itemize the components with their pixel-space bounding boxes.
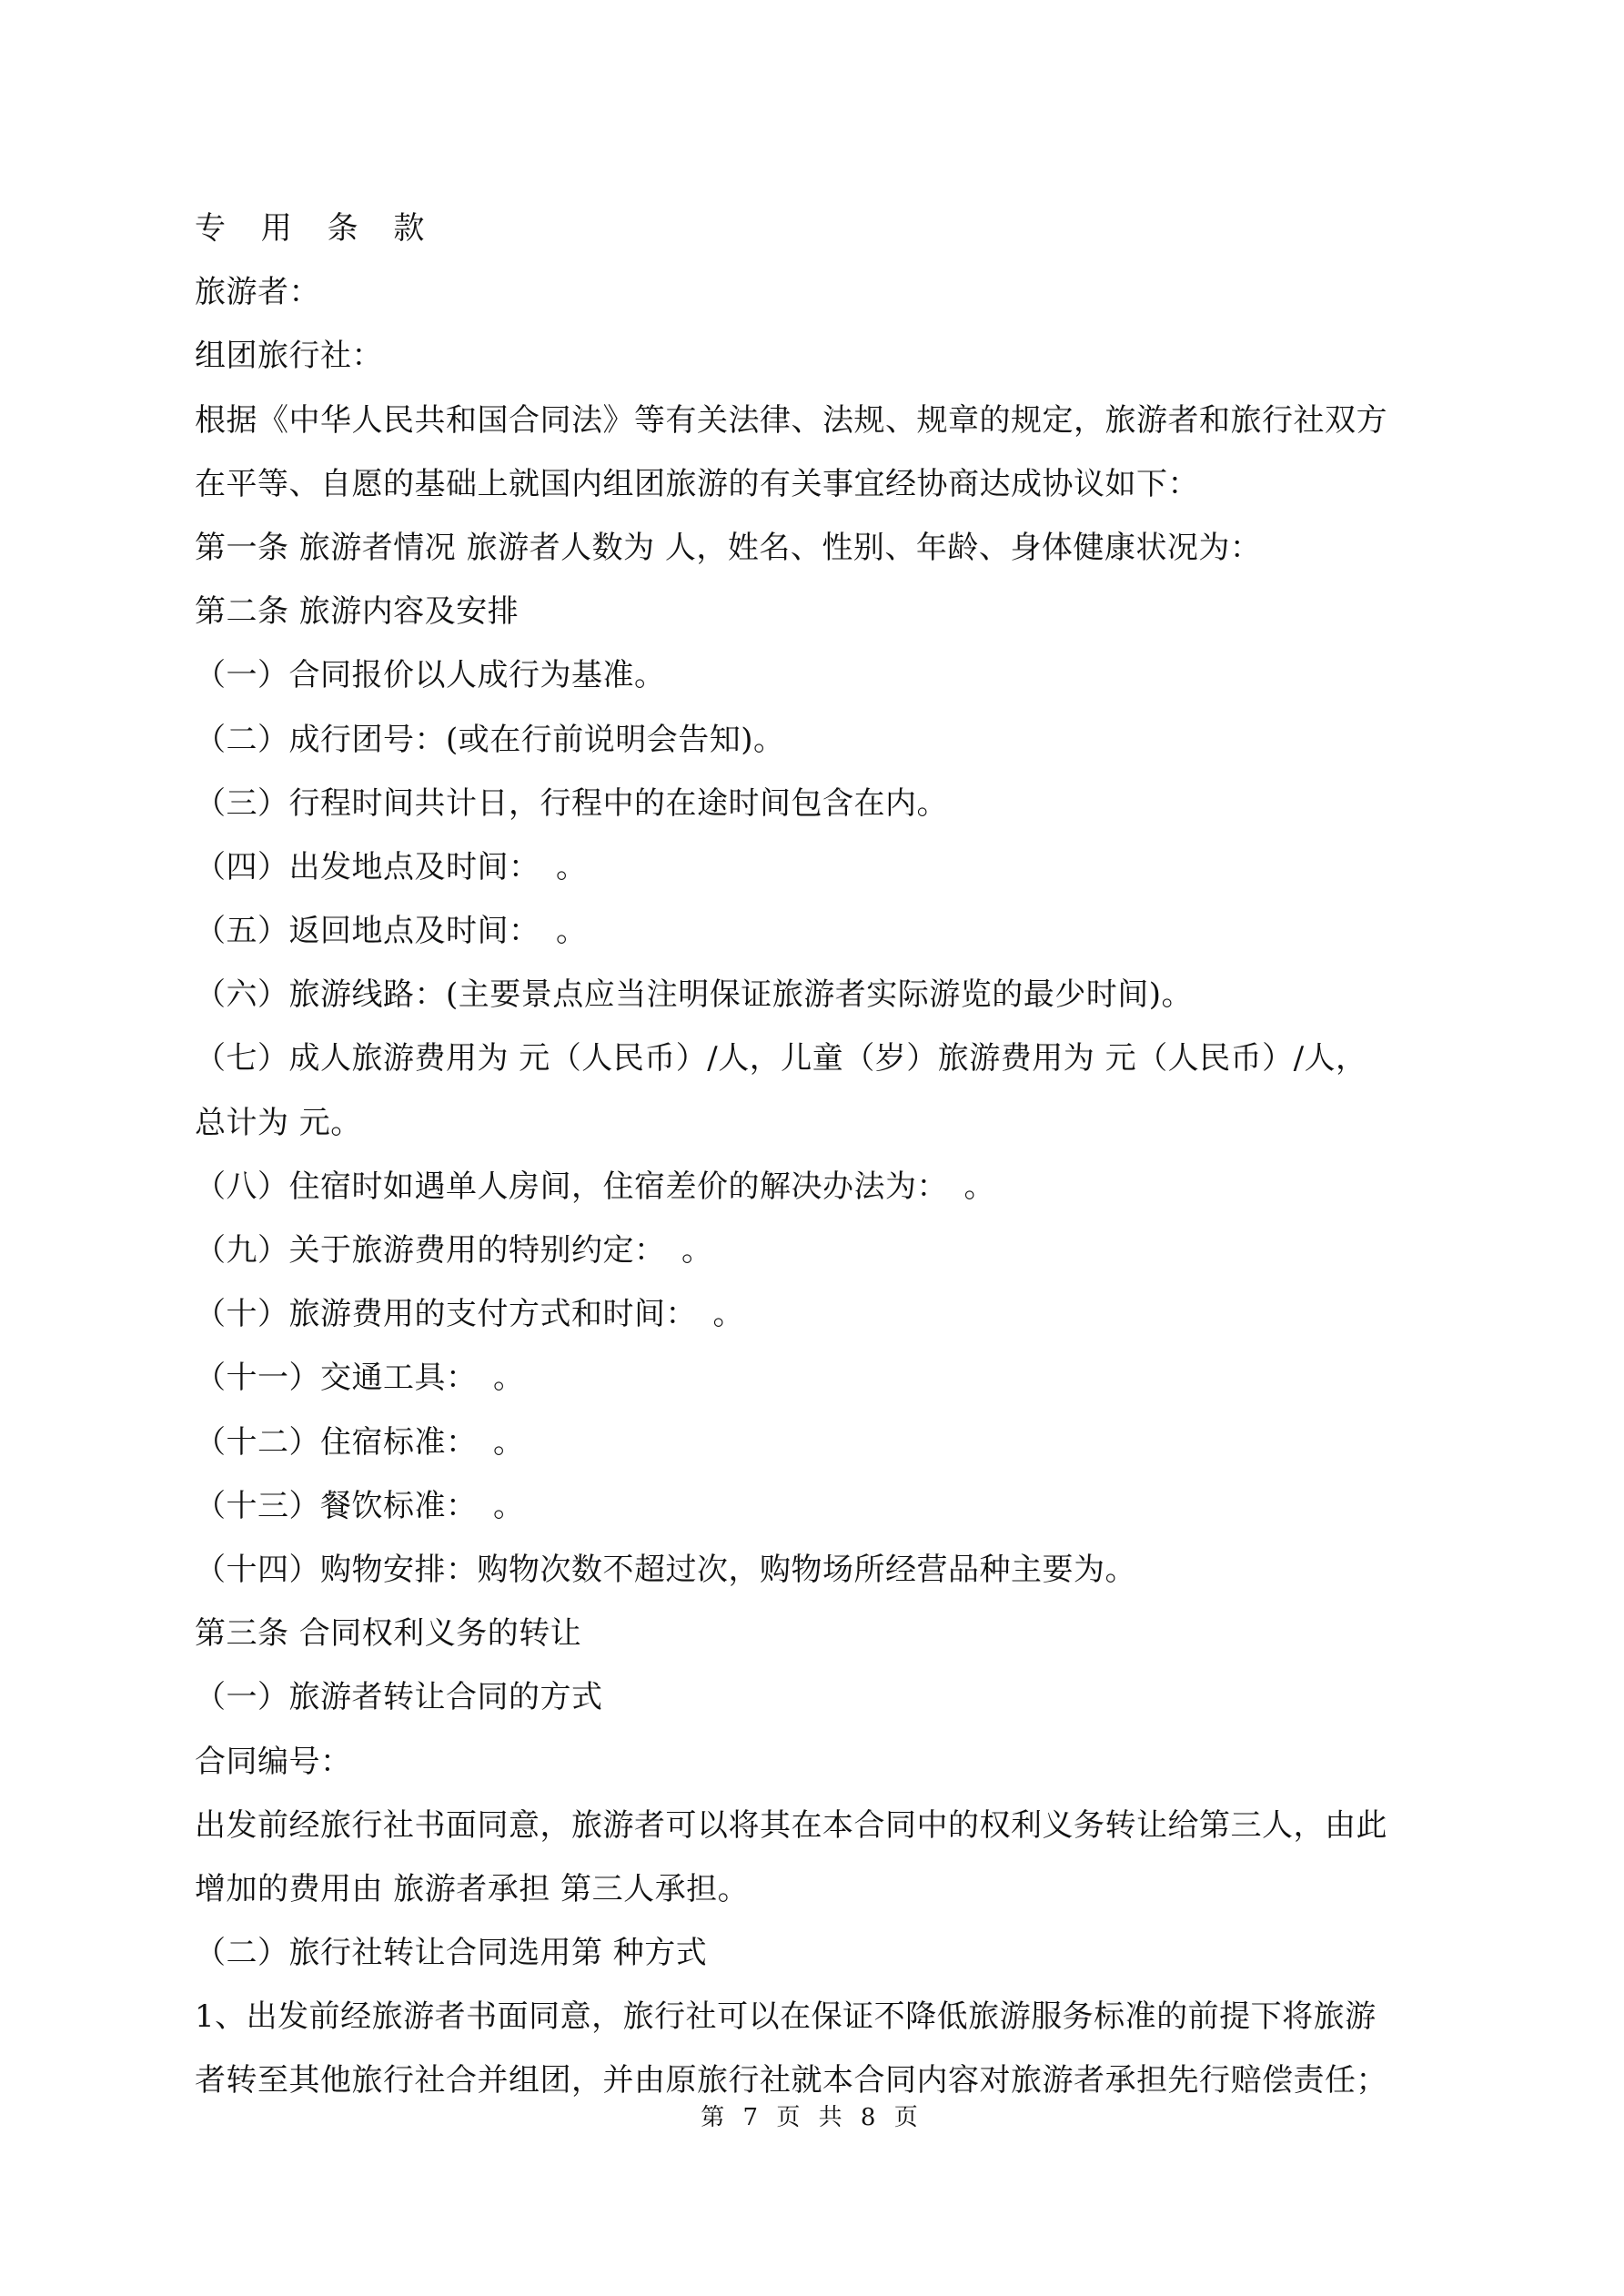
page-number: 第 7 页 共 8 页 [701, 2104, 923, 2131]
clause-2-7-line-2: 总计为 元。 [195, 1104, 362, 1141]
clause-2-11: （十一）交通工具： 。 [195, 1360, 525, 1397]
clause-3-2: （二）旅行社转让合同选用第 种方式 [195, 1935, 708, 1972]
clause-2-6: （六）旅游线路：(主要景点应当注明保证旅游者实际游览的最少时间)。 [195, 976, 1194, 1014]
article-2-heading: 第二条 旅游内容及安排 [195, 593, 519, 631]
article-3-heading: 第三条 合同权利义务的转让 [195, 1615, 582, 1653]
clause-2-13: （十三）餐饮标准： 。 [195, 1487, 525, 1524]
clause-3-1: （一）旅游者转让合同的方式 [195, 1679, 603, 1716]
clause-2-12: （十二）住宿标准： 。 [195, 1423, 525, 1461]
tourist-field: 旅游者： [195, 274, 320, 311]
clause-2-8: （八）住宿时如遇单人房间，住宿差价的解决办法为： 。 [195, 1168, 995, 1205]
clause-3-1-body-line-1: 出发前经旅行社书面同意，旅游者可以将其在本合同中的权利义务转让给第三人，由此 [195, 1806, 1387, 1844]
clause-3-2-option-1-line-2: 者转至其他旅行社合并组团，并由原旅行社就本合同内容对旅游者承担先行赔偿责任； [195, 2062, 1387, 2099]
clause-2-3: （三）行程时间共计日，行程中的在途时间包含在内。 [195, 784, 948, 822]
clause-2-10: （十）旅游费用的支付方式和时间： 。 [195, 1296, 744, 1333]
section-heading: 专 用 条 款 [195, 210, 438, 247]
clause-2-7-line-1: （七）成人旅游费用为 元（人民币）/人，儿童（岁）旅游费用为 元（人民币）/人， [195, 1040, 1367, 1077]
preamble-line-1: 根据《中华人民共和国合同法》等有关法律、法规、规章的规定，旅游者和旅行社双方 [195, 401, 1387, 439]
agency-field: 组团旅行社： [195, 338, 383, 375]
contract-number-field: 合同编号： [195, 1743, 352, 1780]
clause-2-1: （一）合同报价以人成行为基准。 [195, 657, 666, 694]
document-body [195, 197, 1450, 2113]
clause-3-1-body-line-2: 增加的费用由 旅游者承担 第三人承担。 [195, 1870, 750, 1907]
clause-2-5: （五）返回地点及时间： 。 [195, 913, 588, 950]
clause-2-2: （二）成行团号：(或在行前说明会告知)。 [195, 721, 785, 758]
clause-2-9: （九）关于旅游费用的特别约定： 。 [195, 1232, 713, 1269]
clause-3-2-option-1-line-1: 1、出发前经旅游者书面同意，旅行社可以在保证不降低旅游服务标准的前提下将旅游 [195, 1998, 1377, 2036]
clause-2-14: （十四）购物安排：购物次数不超过次，购物场所经营品种主要为。 [195, 1551, 1136, 1588]
preamble-line-2: 在平等、自愿的基础上就国内组团旅游的有关事宜经协商达成协议如下： [195, 465, 1199, 502]
clause-2-4: （四）出发地点及时间： 。 [195, 848, 588, 885]
article-1: 第一条 旅游者情况 旅游者人数为 人，姓名、性别、年龄、身体健康状况为： [195, 529, 1262, 566]
